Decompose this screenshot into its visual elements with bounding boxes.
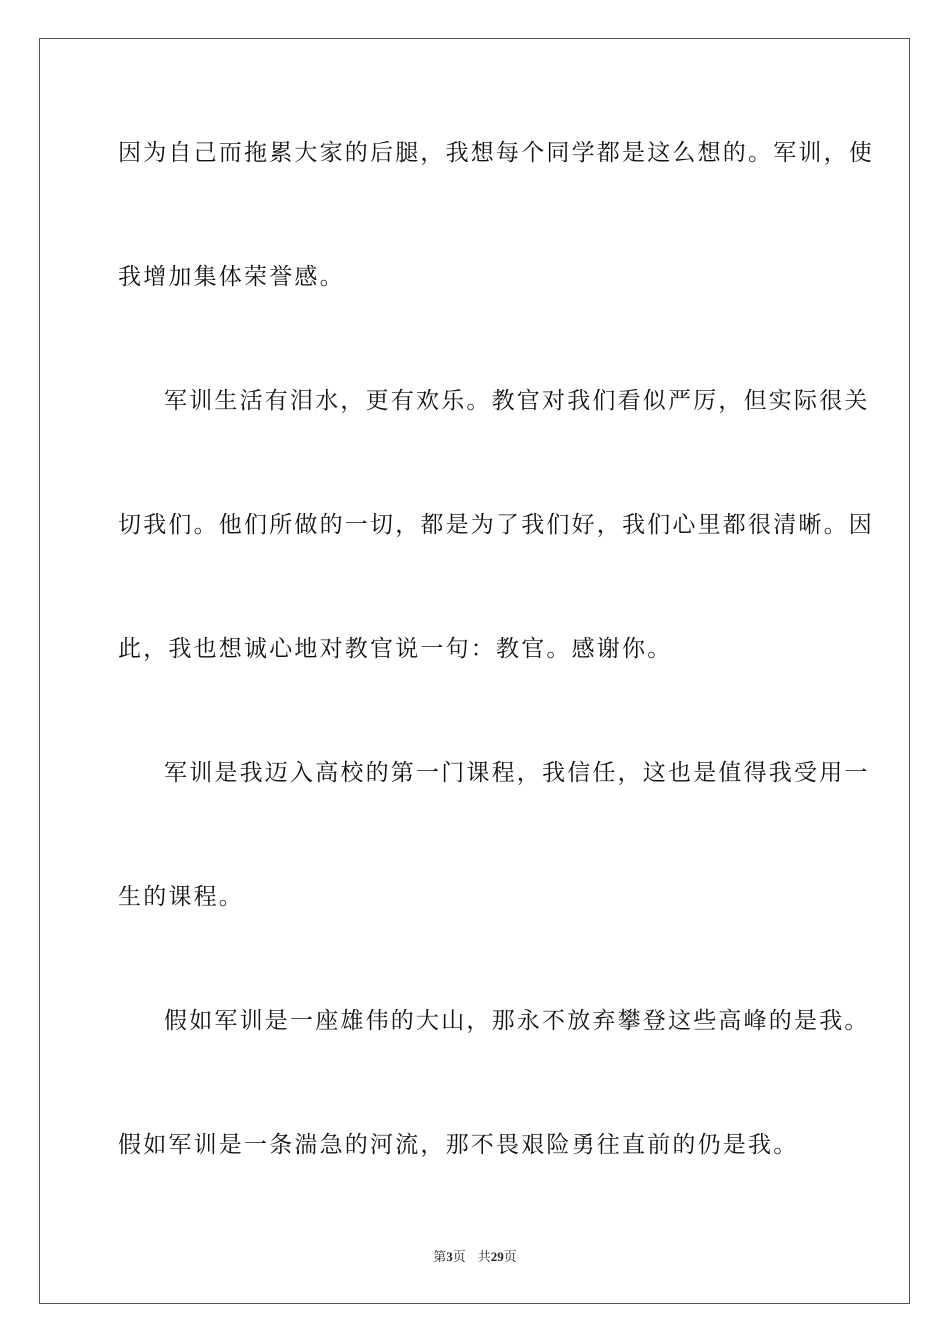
page-number: 3 xyxy=(446,1249,453,1264)
page-footer xyxy=(0,1248,950,1266)
paragraph-line: 切我们。他们所做的一切，都是为了我们好，我们心里都很清晰。因 xyxy=(118,512,874,538)
page-border xyxy=(39,38,910,1304)
paragraph-line: 我增加集体荣誉感。 xyxy=(118,264,345,290)
paragraph-line: 生的课程。 xyxy=(118,884,244,910)
paragraph-line: 假如军训是一条湍急的河流，那不畏艰险勇往直前的仍是我。 xyxy=(118,1132,799,1158)
paragraph-line: 假如军训是一座雄伟的大山，那永不放弃攀登这些高峰的是我。 xyxy=(164,1008,870,1034)
paragraph-line: 军训是我迈入高校的第一门课程，我信任，这也是值得我受用一 xyxy=(164,760,870,786)
paragraph-line: 军训生活有泪水，更有欢乐。教官对我们看似严厉，但实际很关 xyxy=(164,388,870,414)
total-prefix: 共 xyxy=(477,1249,491,1264)
page-prefix: 第 xyxy=(433,1249,447,1264)
paragraph-line: 因为自己而拖累大家的后腿，我想每个同学都是这么想的。军训，使 xyxy=(118,140,874,166)
page-suffix: 页 xyxy=(452,1249,466,1264)
total-pages: 29 xyxy=(490,1249,504,1264)
total-suffix: 页 xyxy=(503,1249,517,1264)
paragraph-line: 此，我也想诚心地对教官说一句：教官。感谢你。 xyxy=(118,636,673,662)
